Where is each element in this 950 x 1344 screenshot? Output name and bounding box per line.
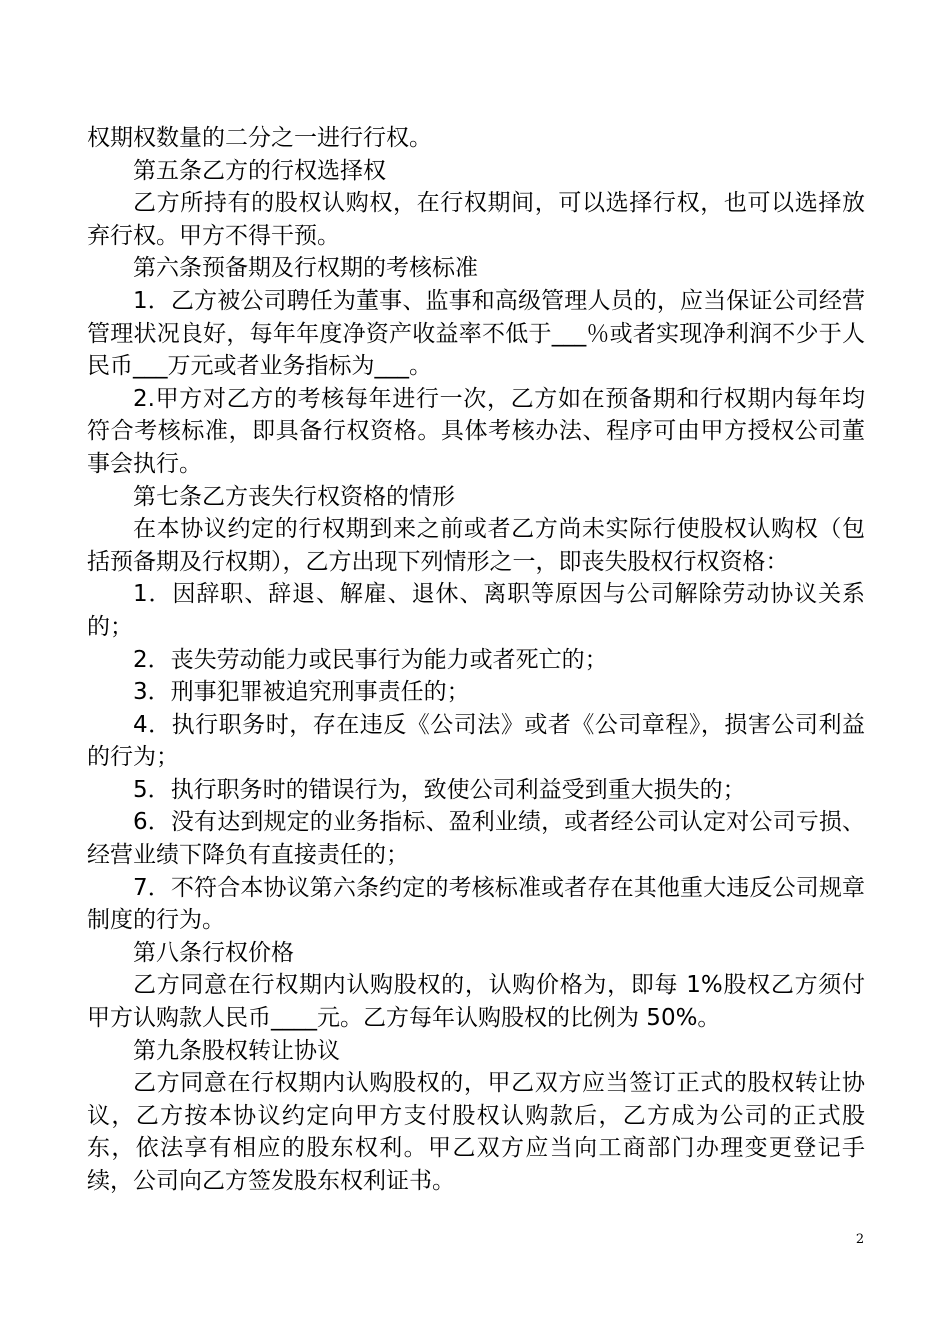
article-6-item-1: 1．乙方被公司聘任为董事、监事和高级管理人员的，应当保证公司经营管理状况良好，每年年度净资产收益率不低于___％或者实现净利润不少于人民币___万元或者业务指标为___。 [87, 287, 865, 380]
article-7-item-7: 7．不符合本协议第六条约定的考核标准或者存在其他重大违反公司规章制度的行为。 [87, 874, 865, 934]
article-7-item-3: 3．刑事犯罪被追究刑事责任的； [133, 679, 470, 706]
article-6-heading: 第六条预备期及行权期的考核标准 [133, 255, 478, 282]
article-7-heading: 第七条乙方丧失行权资格的情形 [133, 483, 455, 510]
page-number: 2 [855, 1232, 865, 1247]
article-8-body: 乙方同意在行权期内认购股权的，认购价格为，即每 1%股权乙方须付甲方认购款人民币____元。乙方每年认购股权的比例为 50%。 [87, 972, 865, 1032]
article-5-heading: 第五条乙方的行权选择权 [133, 157, 386, 184]
document-body [87, 122, 865, 1198]
article-7-item-1: 1．因辞职、辞退、解雇、退休、离职等原因与公司解除劳动协议关系的； [87, 581, 865, 640]
article-6-item-2: 2.甲方对乙方的考核每年进行一次，乙方如在预备期和行权期内每年均符合考核标准，即具备行权资格。具体考核办法、程序可由甲方授权公司董事会执行。 [87, 385, 865, 477]
article-9-heading: 第九条股权转让协议 [133, 1037, 340, 1064]
article-8-heading: 第八条行权价格 [133, 939, 294, 966]
article-7-item-4: 4．执行职务时，存在违反《公司法》或者《公司章程》，损害公司利益的行为； [87, 711, 865, 771]
article-7-item-5: 5．执行职务时的错误行为，致使公司利益受到重大损失的； [133, 776, 746, 803]
article-7-item-2: 2．丧失劳动能力或民事行为能力或者死亡的； [133, 646, 608, 673]
article-7-intro: 在本协议约定的行权期到来之前或者乙方尚未实际行使股权认购权（包括预备期及行权期），乙方出现下列情形之一，即丧失股权行权资格： [87, 516, 865, 575]
article-5-body: 乙方所持有的股权认购权，在行权期间，可以选择行权，也可以选择放弃行权。甲方不得干预。 [87, 190, 865, 249]
article-7-item-6: 6．没有达到规定的业务指标、盈利业绩，或者经公司认定对公司亏损、经营业绩下降负有直接责任的； [87, 809, 865, 869]
article-9-body: 乙方同意在行权期内认购股权的，甲乙双方应当签订正式的股权转让协议，乙方按本协议约定向甲方支付股权认购款后，乙方成为公司的正式股东，依法享有相应的股东权利。甲乙双方应当向工商部门办理变更登记手续，公司向乙方签发股东权利证书。 [87, 1070, 865, 1194]
paragraph-continuation: 权期权数量的二分之一进行行权。 [87, 125, 432, 151]
